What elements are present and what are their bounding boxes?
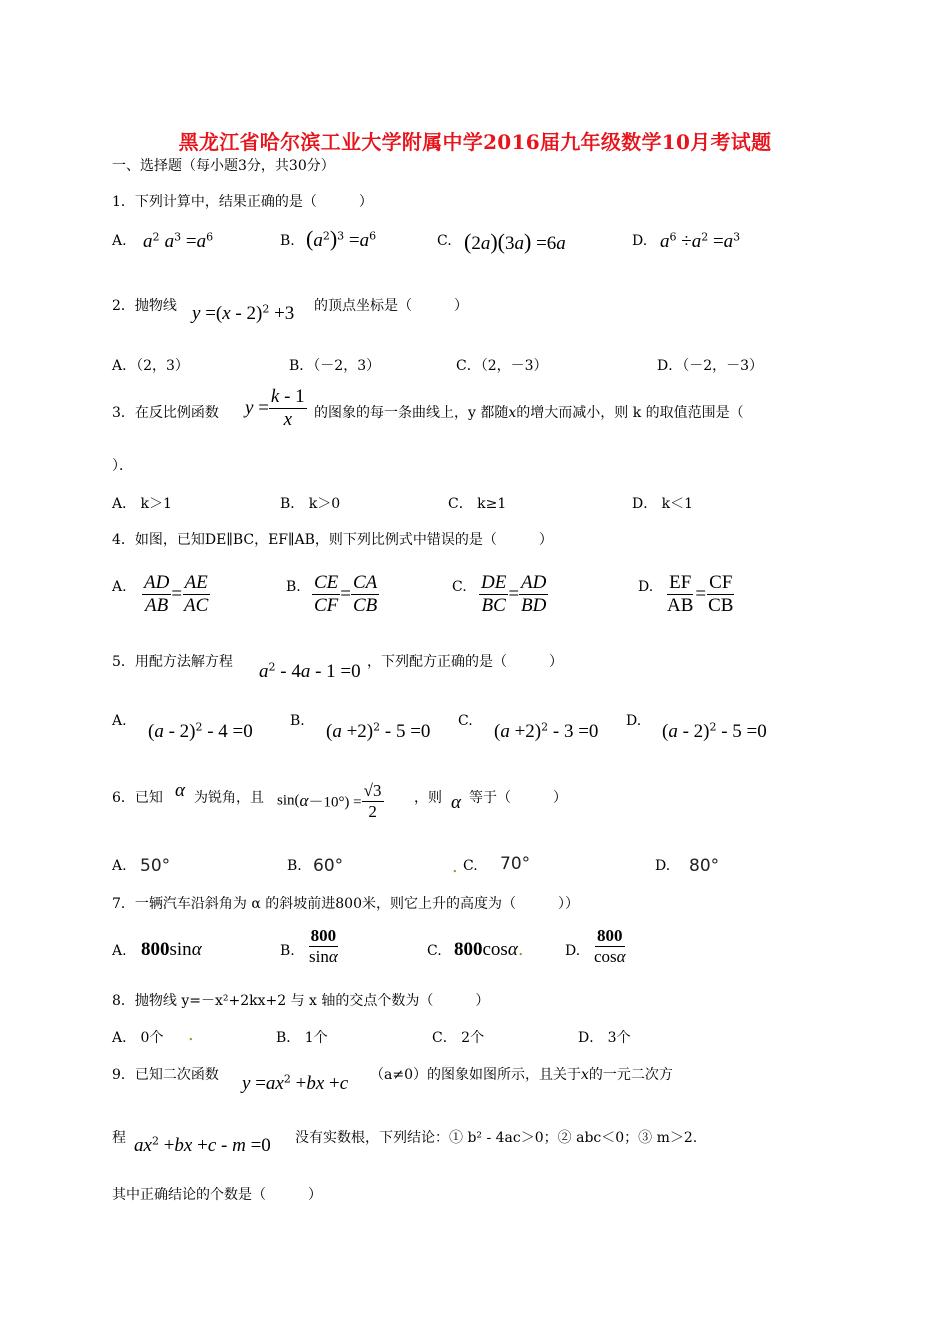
question-6-stem-end: 等于（ ） [469, 790, 567, 806]
question-6-stem-post: ，则 [414, 790, 442, 806]
q5-option-d: (a - 2)$^2$ - 5 =0 [662, 720, 767, 742]
q1-label-b: B. [280, 233, 295, 249]
q3-option-c: C． k≥1 [448, 496, 507, 512]
question-3-stem-line2: ）． [112, 458, 133, 474]
q7-option-a: 800sinα [141, 939, 202, 960]
q4-option-c: $\frac{DE}{BC}$ = $\frac{AD}{BD}$ [481, 572, 547, 616]
q8-option-d: D． 3个 [578, 1030, 631, 1046]
scan-dot-2: . [188, 1024, 194, 1045]
question-6-stem-pre: 6．已知 [112, 790, 163, 806]
question-9-stem-pre: 9．已知二次函数 [112, 1067, 219, 1083]
question-4-stem: 4．如图，已知DE∥BC，EF∥AB，则下列比例式中错误的是（ ） [112, 532, 553, 548]
q7-option-c: 800cosα. [454, 939, 524, 960]
alpha-symbol-2: α [451, 792, 461, 813]
q2-equation: y =(x - 2)$^2$ +3 [192, 302, 295, 324]
scan-dot: . [452, 856, 458, 877]
q6-label-d: D. [655, 858, 671, 874]
q2-option-a: A．（2，3） [112, 358, 189, 374]
q4-label-c: C. [452, 579, 467, 595]
q9-equation: $ax^2 +bx +c - m =0$ [134, 1134, 271, 1156]
question-6-stem-mid: 为锐角，且 [194, 790, 264, 806]
question-2-stem-post: 的顶点坐标是（ ） [314, 298, 468, 314]
q4-label-a: A. [112, 579, 127, 595]
q1-option-d: $a^6 \div a^2 =a^3$ [660, 230, 741, 252]
q5-label-d: D. [626, 713, 642, 729]
q4-label-d: D. [638, 579, 654, 595]
question-9-stem-post: （a≠0）的图象如图所示，且关于x的一元二次方 [370, 1067, 673, 1083]
question-3-stem-pre: 3．在反比例函数 [112, 405, 219, 421]
question-9-line3: 其中正确结论的个数是（ ） [112, 1187, 322, 1203]
q5-label-b: B. [290, 713, 305, 729]
q6-label-a: A. [112, 858, 127, 874]
question-9-line2-pre: 程 [112, 1130, 126, 1146]
q2-option-d: D．（－2，－3） [657, 358, 764, 374]
q8-option-c: C． 2个 [432, 1030, 485, 1046]
q9-function: $y =ax^2 +bx +c$ [242, 1072, 349, 1094]
q2-option-c: C．（2，－3） [456, 358, 548, 374]
q6-label-b: B. [287, 858, 302, 874]
q4-option-b: $\frac{CE}{CF}$ = $\frac{CA}{CB}$ [314, 572, 378, 616]
question-8-stem: 8．抛物线 y=－x²+2kx+2 与 x 轴的交点个数为（ ） [112, 993, 490, 1009]
page-title: 黑龙江省哈尔滨工业大学附属中学2016届九年级数学10月考试题 [178, 130, 772, 154]
q5-label-a: A. [112, 713, 127, 729]
q6-option-c: 70° [500, 854, 531, 874]
question-3-stem-post: 的图象的每一条曲线上，y 都随x的增大而减小，则 k 的取值范围是（ [314, 405, 744, 421]
q3-option-d: D． k＜1 [632, 496, 694, 512]
question-5-stem-post: ，下列配方正确的是（ ） [367, 654, 563, 670]
q5-option-a: (a - 2)$^2$ - 4 =0 [148, 720, 253, 742]
q7-label-a: A. [112, 943, 127, 959]
q8-option-b: B． 1个 [276, 1030, 328, 1046]
q1-option-a: $a^2$ $a^3 =a^6$ [143, 230, 214, 252]
q6-option-d: 80° [689, 856, 720, 876]
q1-option-b: $(a^2)^3 =a^6$ [306, 226, 377, 251]
q4-option-d: $\frac{EF}{AB}$ = $\frac{CF}{CB}$ [667, 572, 734, 616]
question-7-stem: 7．一辆汽车沿斜角为 α 的斜坡前进800米，则它上升的高度为（ ）） [112, 896, 579, 912]
alpha-symbol: α [175, 780, 185, 801]
q5-equation: $a^2 - 4a - 1 =0$ [259, 660, 361, 682]
q5-option-c: $(a +2)^2 - 3 =0$ [494, 720, 599, 742]
q7-label-c: C. [427, 943, 442, 959]
question-1-stem: 1．下列计算中，结果正确的是（ ） [112, 194, 373, 210]
q7-label-b: B. [280, 943, 295, 959]
q1-option-c: (2a)(3a) =6a [464, 229, 566, 254]
q4-option-a: $\frac{AD}{AB}$ = $\frac{AE}{AC}$ [144, 572, 209, 616]
q6-equation: sin(α－10°) = $\frac{√3}{2}$ [277, 781, 382, 821]
q7-option-b: $\frac{800}{\sin\alpha}$ [309, 926, 338, 966]
question-2-stem-pre: 2．抛物线 [112, 298, 177, 314]
q1-label-d: D. [632, 233, 648, 249]
q8-option-a: A． 0个 [112, 1030, 164, 1046]
q5-option-b: $(a +2)^2 - 5 =0$ [326, 720, 431, 742]
section-heading: 一、选择题（每小题3分，共30分） [112, 158, 335, 174]
q5-label-c: C. [458, 713, 473, 729]
q3-option-b: B． k＞0 [280, 496, 341, 512]
q3-option-a: A． k＞1 [112, 496, 172, 512]
q1-label-a: A. [112, 233, 127, 249]
q6-option-b: 60° [313, 856, 344, 876]
q4-label-b: B. [286, 579, 301, 595]
q2-option-b: B．（－2，3） [289, 358, 381, 374]
q6-option-a: 50° [140, 856, 171, 876]
question-9-line2-post: 没有实数根，下列结论：① b² - 4ac＞0；② abc＜0；③ m＞2. [295, 1130, 698, 1146]
q7-label-d: D. [565, 943, 581, 959]
q6-label-c: C. [463, 858, 478, 874]
q3-function: y = $\frac{k - 1}{x}$ [245, 386, 305, 430]
question-5-stem-pre: 5．用配方法解方程 [112, 654, 233, 670]
q1-label-c: C. [437, 233, 452, 249]
q7-option-d: $\frac{800}{\cos\alpha}$ [594, 926, 626, 966]
